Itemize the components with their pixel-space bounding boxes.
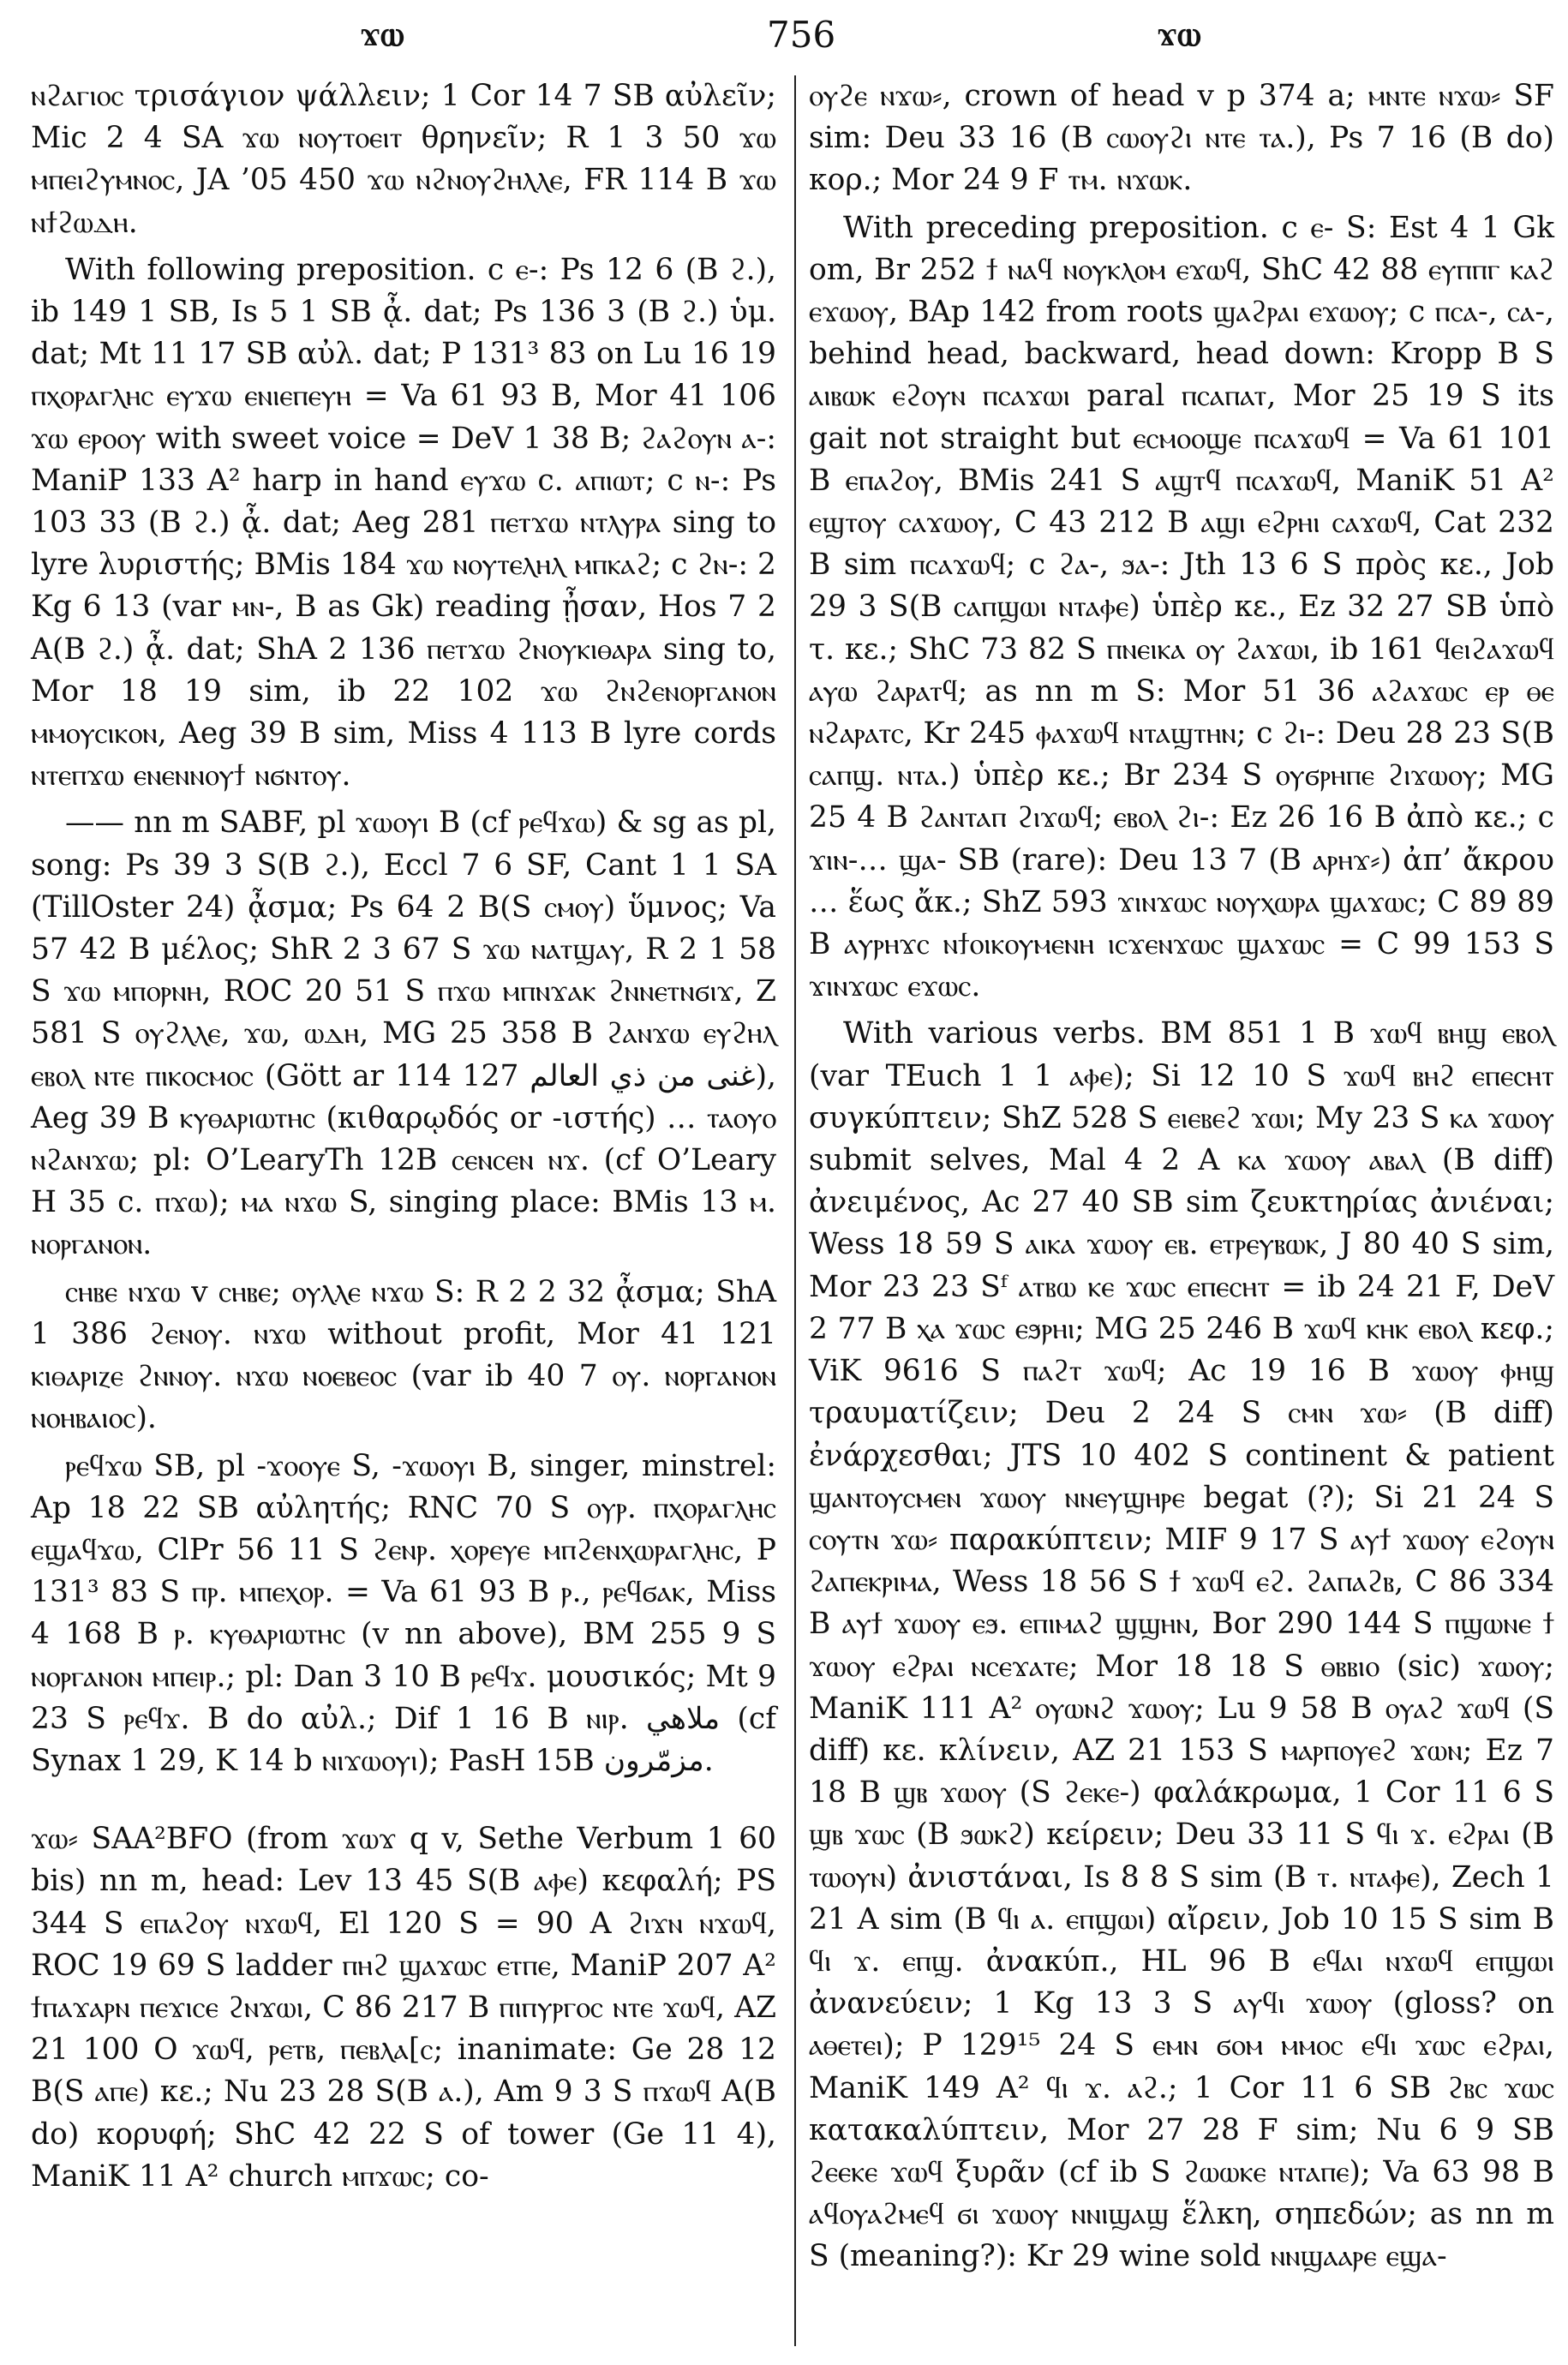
right-column — [809, 75, 1554, 2284]
column-divider — [794, 75, 796, 2346]
entry-paragraph: ⲥⲏⲃⲉ ⲛϫⲱ v ⲥⲏⲃⲉ; ⲟⲩⲗⲗⲉ ⲛϫⲱ S: R 2 2 32 ᾆσμα; ShA 1 386 ϩⲉⲛⲟⲩ. ⲛϫⲱ without profit, Mor 41 121 ⲕⲓⲑⲁⲣⲓⲍⲉ ϩⲛⲛⲟⲩ. ⲛϫⲱ ⲛⲟⲉⲃⲉⲟⲥ (var ib 40 7 ⲟⲩ. ⲛⲟⲣⲅⲁⲛⲟⲛ ⲛⲟⲏⲃⲁⲓⲟⲥ). — [31, 1274, 776, 1436]
entry-paragraph: With preceding preposition. c ⲉ- S: Est 4 1 Gk om, Br 252 ϯ ⲛⲁϥ ⲛⲟⲩⲕⲗⲟⲙ ⲉϫⲱϥ, ShC 42 88 ⲉⲩⲡⲡⲅ ⲕⲁϩ ⲉϫⲱⲟⲩ, BAp 142 from roots ϣⲁϩⲣⲁⲓ ⲉϫⲱⲟⲩ; c ⲡⲥⲁ-, ⲥⲁ-, behind head, backward, head down: Kropp B S ⲁⲓⲃⲱⲕ ⲉϩⲟⲩⲛ ⲡⲥⲁϫⲱⲓ paral ⲡⲥⲁⲡⲁⲧ, Mor 25 19 S its gait not straight but ⲉⲥⲙⲟⲟϣⲉ ⲡⲥⲁϫⲱϥ = Va 61 101 B ⲉⲡⲁϩⲟⲩ, BMis 241 S ⲁϣⲧϥ ⲡⲥⲁϫⲱϥ, ManiK 51 A² ⲉϣⲧⲟⲩ ⲥⲁϫⲱⲟⲩ, C 43 212 B ⲁϣⲓ ⲉϩⲣⲏⲓ ⲥⲁϫⲱϥ, Cat 232 B sim ⲡⲥⲁϫⲱϥ; c ϩⲁ-, ϧⲁ-: Jth 13 6 S πρὸς κε., Job 29 3 S(B ⲥⲁⲡϣⲱⲓ ⲛⲧⲁⲫⲉ) ὑπὲρ κε., Ez 32 27 SB ὑπὸ τ. κε.; ShC 73 82 S ⲡⲛⲉⲓⲕⲁ ⲟⲩ ϩⲁϫⲱⲓ, ib 161 ϥⲉⲓϩⲁϫⲱϥ ⲁⲩⲱ ϩⲁⲣⲁⲧϥ; as nn m S: Mor 51 36 ⲁϩⲁϫⲱⲥ ⲉⲣ ⲑⲉ ⲛϩⲁⲣⲁⲧⲥ, Kr 245 ⲫⲁϫⲱϥ ⲛⲧⲁϣⲧⲏⲛ; c ϩⲓ-: Deu 28 23 S(B ⲥⲁⲡϣ. ⲛⲧⲁ.) ὑπὲρ κε.; Br 234 S ⲟⲩϭⲣⲏⲡⲉ ϩⲓϫⲱⲟⲩ; MG 25 4 B ϩⲁⲛⲧⲁⲡ ϩⲓϫⲱϥ; ⲉⲃⲟⲗ ϩⲓ-: Ez 26 16 B ἀπὸ κε.; c ϫⲓⲛ-… ϣⲁ- SB (rare): Deu 13 7 (B ⲁⲣⲏϫ⸗) ἀπ’ ἄκρου … ἕως ἄκ.; ShZ 593 ϫⲓⲛϫⲱⲥ ⲛⲟⲩⲭⲱⲣⲁ ϣⲁϫⲱⲥ; C 89 89 B ⲁⲩⲣⲏϫⲥ ⲛϯⲟⲓⲕⲟⲩⲙⲉⲛⲏ ⲓⲥϫⲉⲛϫⲱⲥ ϣⲁϫⲱⲥ = C 99 153 S ϫⲓⲛϫⲱⲥ ⲉϫⲱⲥ. — [809, 210, 1554, 1004]
left-column — [31, 75, 776, 2203]
entry-paragraph: ⲣⲉϥϫⲱ SB, pl -ϫⲟⲟⲩⲉ S, -ϫⲱⲟⲩⲓ B, singer, minstrel: Ap 18 22 SB αὐλητής; RNC 70 S ⲟⲩⲣ. ⲡⲭⲟⲣⲁⲅⲗⲏⲥ ⲉϣⲁϥϫⲱ, ClPr 56 11 S ϩⲉⲛⲣ. ⲭⲟⲣⲉⲩⲉ ⲙⲡϩⲉⲛⲭⲱⲣⲁⲅⲗⲏⲥ, P 131³ 83 S ⲡⲣ. ⲙⲡⲉⲭⲟⲣ. = Va 61 93 B ⲣ., ⲣⲉϥϭⲁⲕ, Miss 4 168 B ⲣ. ⲕⲩⲑⲁⲣⲓⲱⲧⲏⲥ (v nn above), BM 255 9 S ⲛⲟⲣⲅⲁⲛⲟⲛ ⲙⲡⲉⲓⲣ.; pl: Dan 3 10 B ⲣⲉϥϫ. μουσικός; Mt 9 23 S ⲣⲉϥϫ. B do αὐλ.; Dif 1 16 B ⲛⲓⲣ. ملاهي (cf Synax 1 29, K 14 b ⲛⲓϫⲱⲟⲩⲓ); PasH 15B مزمّرون. — [31, 1448, 776, 1778]
entry-paragraph: ⲛϩⲁⲅⲓⲟⲥ τρισάγιον ψάλλειν; 1 Cor 14 7 SB αὐλεῖν; Mic 2 4 SA ϫⲱ ⲛⲟⲩⲧⲟⲉⲓⲧ θρηνεῖν; R 1 3 50 ϫⲱ ⲙⲡⲉⲓϩⲩⲙⲛⲟⲥ, JA ’05 450 ϫⲱ ⲛϩⲛⲟⲩϩⲏⲗⲗⲉ, FR 114 B ϫⲱ ⲛϯϩⲱⲇⲏ. — [31, 79, 776, 240]
running-head — [34, 14, 1534, 65]
entry-paragraph: —— nn m SABF, pl ϫⲱⲟⲩⲓ B (cf ⲣⲉϥϫⲱ) & sg as pl, song: Ps 39 3 S(B ϩ.), Eccl 7 6 SF, Cant 1 1 SA (TillOster 24) ᾆσμα; Ps 64 2 B(S ⲥⲙⲟⲩ) ὕμνος; Va 57 42 B μέλος; ShR 2 3 67 S ϫⲱ ⲛⲁⲧϣⲁⲩ, R 2 1 58 S ϫⲱ ⲙⲡⲟⲣⲛⲏ, ROC 20 51 S ⲡϫⲱ ⲙⲡⲛϫⲁⲕ ϩⲛⲛⲉⲧⲛϭⲓϫ, Z 581 S ⲟⲩϩⲗⲗⲉ, ϫⲱ, ⲱⲇⲏ, MG 25 358 B ϩⲁⲛϫⲱ ⲉⲩϩⲏⲗ ⲉⲃⲟⲗ ⲛⲧⲉ ⲡⲓⲕⲟⲥⲙⲟⲥ (Gött ar 114 127 غنى من ذي العالم), Aeg 39 B ⲕⲩⲑⲁⲣⲓⲱⲧⲏⲥ (κιθαρῳδός or -ιστής) … ⲧⲁⲟⲩⲟ ⲛϩⲁⲛϫⲱ; pl: O’LearyTh 12B ⲥⲉⲛⲥⲉⲛ ⲛϫ. (cf O’Leary H 35 c. ⲡϫⲱ); ⲙⲁ ⲛϫⲱ S, singing place: BMis 13 ⲙ. ⲛⲟⲣⲅⲁⲛⲟⲛ. — [31, 805, 776, 1262]
entry-paragraph: With following preposition. c ⲉ-: Ps 12 6 (B ϩ.), ib 149 1 SB, Is 5 1 SB ᾆ. dat; Ps 136 3 (B ϩ.) ὑμ. dat; Mt 11 17 SB αὐλ. dat; P 131³ 83 on Lu 16 19 ⲡⲭⲟⲣⲁⲅⲗⲏⲥ ⲉⲩϫⲱ ⲉⲛⲓⲉⲡⲉⲩⲏ = Va 61 93 B, Mor 41 106 ϫⲱ ⲉⲣⲟⲟⲩ with sweet voice = DeV 1 38 B; ϩⲁϩⲟⲩⲛ ⲁ-: ManiP 133 A² harp in hand ⲉⲩϫⲱ c. ⲁⲡⲓⲱⲧ; c ⲛ-: Ps 103 33 (B ϩ.) ᾆ. dat; Aeg 281 ⲡⲉⲧϫⲱ ⲛⲧⲗⲩⲣⲁ sing to lyre λυριστής; BMis 184 ϫⲱ ⲛⲟⲩⲧⲉⲗⲏⲗ ⲙⲡⲕⲁϩ; c ϩⲛ-: 2 Kg 6 13 (var ⲙⲛ-, B as Gk) reading ᾖσαν, Hos 7 2 A(B ϩ.) ᾆ. dat; ShA 2 136 ⲡⲉⲧϫⲱ ϩⲛⲟⲩⲕⲓⲑⲁⲣⲁ sing to, Mor 18 19 sim, ib 22 102 ϫⲱ ϩⲛϩⲉⲛⲟⲣⲅⲁⲛⲟⲛ ⲙⲙⲟⲩⲥⲓⲕⲟⲛ, Aeg 39 B sim, Miss 4 113 B lyre cords ⲛⲧⲉⲡϫⲱ ⲉⲛⲉⲛⲛⲟⲩϯ ⲛϭⲛⲧⲟⲩ. — [31, 252, 776, 793]
entry-paragraph: With various verbs. BM 851 1 B ϫⲱϥ ⲃⲏϣ ⲉⲃⲟⲗ (var TEuch 1 1 ⲁⲫⲉ); Si 12 10 S ϫⲱϥ ⲃⲏϩ ⲉⲡⲉⲥⲏⲧ συγκύπτειν; ShZ 528 S ⲉⲓⲉⲃⲉϩ ϫⲱⲓ; My 23 S ⲕⲁ ϫⲱⲟⲩ submit selves, Mal 4 2 A ⲕⲁ ϫⲱⲟⲩ ⲁⲃⲁⲗ (B diff) ἀνειμένος, Ac 27 40 SB sim ζευκτηρίας ἀνιέναι; Wess 18 59 S ⲁⲓⲕⲁ ϫⲱⲟⲩ ⲉⲃ. ⲉⲧⲣⲉⲩⲃⲱⲕ, J 80 40 S sim, Mor 23 23 Sᶠ ⲁⲧⲃⲱ ⲕⲉ ϫⲱⲥ ⲉⲡⲉⲥⲏⲧ = ib 24 21 F, DeV 2 77 B ⲭⲁ ϫⲱⲥ ⲉϧⲣⲏⲓ; MG 25 246 B ϫⲱϥ ⲕⲏⲕ ⲉⲃⲟⲗ κεφ.; ViK 9616 S ⲡⲁϩⲧ ϫⲱϥ; Ac 19 16 B ϫⲱⲟⲩ ⲫⲏϣ τραυματίζειν; Deu 2 24 S ⲥⲙⲛ ϫⲱ⸗ (B diff) ἐνάρχεσθαι; JTS 10 402 S continent & patient ϣⲁⲛⲧⲟⲩⲥⲙⲉⲛ ϫⲱⲟⲩ ⲛⲛⲉⲩϣⲏⲣⲉ begat (?); Si 21 24 S ⲥⲟⲩⲧⲛ ϫⲱ⸗ παρακύπτειν; MIF 9 17 S ⲁⲩϯ ϫⲱⲟⲩ ⲉϩⲟⲩⲛ ϩⲁⲡⲉⲕⲣⲓⲙⲁ, Wess 18 56 S ϯ ϫⲱϥ ⲉϩ. ϩⲁⲡⲁϩⲃ, C 86 334 B ⲁⲩϯ ϫⲱⲟⲩ ⲉϧ. ⲉⲡⲓⲙⲁϩ ϣϣⲏⲛ, Bor 290 144 S ⲡϣⲱⲛⲉ ϯ ϫⲱⲟⲩ ⲉϩⲣⲁⲓ ⲛⲥⲉϫⲁⲧⲉ; Mor 18 18 S ⲑⲃⲃⲓⲟ (sic) ϫⲱⲟⲩ; ManiK 111 A² ⲟⲩⲱⲛϩ ϫⲱⲟⲩ; Lu 9 58 B ⲟⲩⲁϩ ϫⲱϥ (S diff) κε. κλίνειν, AZ 21 153 S ⲙⲁⲣⲡⲟⲩⲉϩ ϫⲱⲛ; Ez 7 18 B ϣⲃ ϫⲱⲟⲩ (S ϩⲉⲕⲉ-) φαλάκρωμα, 1 Cor 11 6 S ϣⲃ ϫⲱⲥ (B ϧⲱⲕϩ) κείρειν; Deu 33 11 S ϥⲓ ϫ. ⲉϩⲣⲁⲓ (B ⲧⲱⲟⲩⲛ) ἀνιστάναι, Is 8 8 S sim (B ⲧ. ⲛⲧⲁⲫⲉ), Zech 1 21 A sim (B ϥⲓ ⲁ. ⲉⲡϣⲱⲓ) αἴρειν, Job 10 15 S sim B ϥⲓ ϫ. ⲉⲡϣ. ἀνακύπ., HL 96 B ⲉϥⲁⲓ ⲛϫⲱϥ ⲉⲡϣⲱⲓ ἀνανεύειν; 1 Kg 13 3 S ⲁⲩϥⲓ ϫⲱⲟⲩ (gloss? on ⲁⲑⲉⲧⲉⲓ); P 129¹⁵ 24 S ⲉⲙⲛ ϭⲟⲙ ⲙⲙⲟⲥ ⲉϥⲓ ϫⲱⲥ ⲉϩⲣⲁⲓ, ManiK 149 A² ϥⲓ ϫ. ⲁϩ.; 1 Cor 11 6 SB ϩⲃⲥ ϫⲱⲥ κατακαλύπτειν, Mor 27 28 F sim; Nu 6 9 SB ϩⲉⲉⲕⲉ ϫⲱϥ ξυρᾶν (cf ib S ϩⲱⲱⲕⲉ ⲛⲧⲁⲡⲉ); Va 63 98 B ⲁϥⲟⲩⲁϩⲙⲉϥ ϭⲓ ϫⲱⲟⲩ ⲛⲛⲓϣⲁϣ ἕλκη, σηπεδών; as nn m S (meaning?): Kr 29 wine sold ⲛⲛϣⲁⲁⲣⲉ ⲉϣⲁ- — [809, 1016, 1554, 2274]
left-headword: ϫⲱ — [360, 14, 404, 54]
entry-paragraph: ⲟⲩϩⲉ ⲛϫⲱ⸗, crown of head v p 374 a; ⲙⲛⲧⲉ ⲛϫⲱ⸗ SF sim: Deu 33 16 (B ⲥⲱⲟⲩϩⲓ ⲛⲧⲉ ⲧⲁ.), Ps 7 16 (B do) κορ.; Mor 24 9 F ⲧⲙ. ⲛϫⲱⲕ. — [809, 79, 1554, 198]
right-headword: ϫⲱ — [1157, 14, 1201, 54]
entry-paragraph: ϫⲱ⸗ SAA²BFO (from ϫⲱϫ q v, Sethe Verbum 1 60 bis) nn m, head: Lev 13 45 S(B ⲁⲫⲉ) κεφαλή; PS 344 S ⲉⲡⲁϩⲟⲩ ⲛϫⲱϥ, El 120 S = 90 A ϩⲓϫⲛ ⲛϫⲱϥ, ROC 19 69 S ladder ⲡⲏϩ ϣⲁϫⲱⲥ ⲉⲧⲡⲉ, ManiP 207 A² ϯⲡⲁϫⲁⲣⲛ ⲡⲉϫⲓⲥⲉ ϩⲛϫⲱⲓ, C 86 217 B ⲡⲓⲡⲩⲣⲅⲟⲥ ⲛⲧⲉ ϫⲱϥ, AZ 21 100 O ϫⲱϥ, ⲣⲉⲧⲃ, ⲡⲉⲃⲗⲁ[ⲥ; inanimate: Ge 28 12 B(S ⲁⲡⲉ) κε.; Nu 23 28 S(B ⲁ.), Am 9 3 S ⲡϫⲱϥ A(B do) κορυφή; ShC 42 22 S of tower (Ge 11 4), ManiK 11 A² church ⲙⲡϫⲱⲥ; co- — [31, 1822, 776, 2194]
page-number: 756 — [767, 14, 836, 56]
